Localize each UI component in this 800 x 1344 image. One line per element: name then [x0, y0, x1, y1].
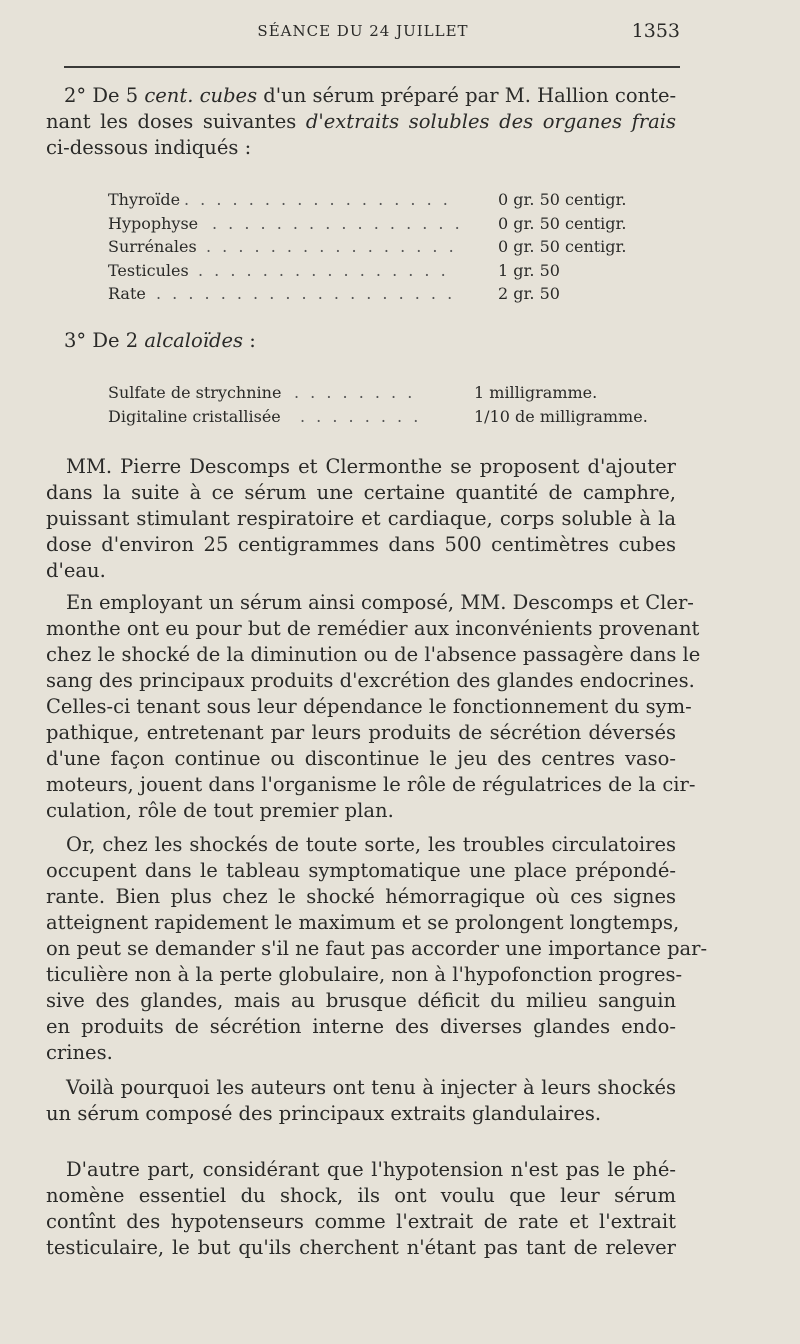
paragraph-why: [46, 1075, 676, 1127]
running-header: [46, 20, 680, 44]
item-2-line-3: ci-dessous indiqués :: [46, 136, 252, 159]
text-line: puissant stimulant respiratoire et cardiaque, corps soluble à la: [46, 507, 676, 530]
item-2-paragraph: [46, 83, 676, 161]
item-3-heading: 3° De 2 alcaloïdes :: [64, 329, 256, 352]
text-line: D'autre part, considérant que l'hypotension n'est pas le phé-: [66, 1158, 676, 1181]
text-line: sang des principaux produits d'excrétion des glandes endocrines.: [46, 669, 695, 692]
paragraph-hypotension: [46, 1157, 676, 1261]
text-line: crines.: [46, 1041, 113, 1064]
text-line: on peut se demander s'il ne faut pas accorder une importance par-: [46, 937, 708, 960]
text-line: Or, chez les shockés de toute sorte, les troubles circulatoires: [66, 833, 676, 856]
paragraph-camphor: [46, 454, 676, 584]
header-rule: [64, 66, 680, 68]
text-line: d'une façon continue ou discontinue le jeu des centres vaso-: [46, 747, 676, 770]
text-line: un sérum composé des principaux extraits glandulaires.: [46, 1102, 602, 1125]
text-line: moteurs, jouent dans l'organisme le rôle de régulatrices de la cir-: [46, 773, 696, 796]
item-2-line-1: 2° De 5 cent. cubes d'un sérum préparé par M. Hallion conte-: [64, 84, 677, 107]
text-line: testiculaire, le but qu'ils cherchent n'étant pas tant de relever: [46, 1236, 676, 1259]
header-title: SÉANCE DU 24 JUILLET: [257, 22, 469, 40]
text-line: monthe ont eu pour but de remédier aux inconvénients provenant: [46, 617, 700, 640]
text-line: culation, rôle de tout premier plan.: [46, 799, 394, 822]
text-line: sive des glandes, mais au brusque déficit du milieu sanguin: [46, 989, 676, 1012]
text-line: en produits de sécrétion interne des diverses glandes endo-: [46, 1015, 676, 1038]
text-line: atteignent rapidement le maximum et se prolongent longtemps,: [46, 911, 680, 934]
text-line: occupent dans le tableau symptomatique une place prépondé-: [46, 859, 676, 882]
text-line: dans la suite à ce sérum une certaine quantité de camphre,: [46, 481, 676, 504]
text-line: nomène essentiel du shock, ils ont voulu que leur sérum: [46, 1184, 676, 1207]
text-line: rante. Bien plus chez le shocké hémorragique où ces signes: [46, 885, 676, 908]
paragraph-purpose: [46, 590, 701, 824]
page-number: 1353: [631, 20, 680, 42]
text-line: dose d'environ 25 centigrammes dans 500 centimètres cubes: [46, 533, 676, 556]
text-line: En employant un sérum ainsi composé, MM. Descomps et Cler-: [66, 591, 694, 614]
text-line: pathique, entretenant par leurs produits de sécrétion déversés: [46, 721, 676, 744]
item-2-line-2: nant les doses suivantes d'extraits solubles des organes frais: [46, 110, 677, 133]
text-line: chez le shocké de la diminution ou de l'absence passagère dans le: [46, 643, 701, 666]
text-line: Voilà pourquoi les auteurs ont tenu à injecter à leurs shockés: [66, 1076, 676, 1099]
text-line: MM. Pierre Descomps et Clermonthe se proposent d'ajouter: [66, 455, 676, 478]
text-line: d'eau.: [46, 559, 106, 582]
paragraph-circulatory: [46, 832, 708, 1066]
text-line: Celles-ci tenant sous leur dépendance le fonctionnement du sym-: [46, 695, 692, 718]
text-line: contînt des hypotenseurs comme l'extrait de rate et l'extrait: [46, 1210, 676, 1233]
text-line: ticulière non à la perte globulaire, non à l'hypofonction progres-: [46, 963, 683, 986]
